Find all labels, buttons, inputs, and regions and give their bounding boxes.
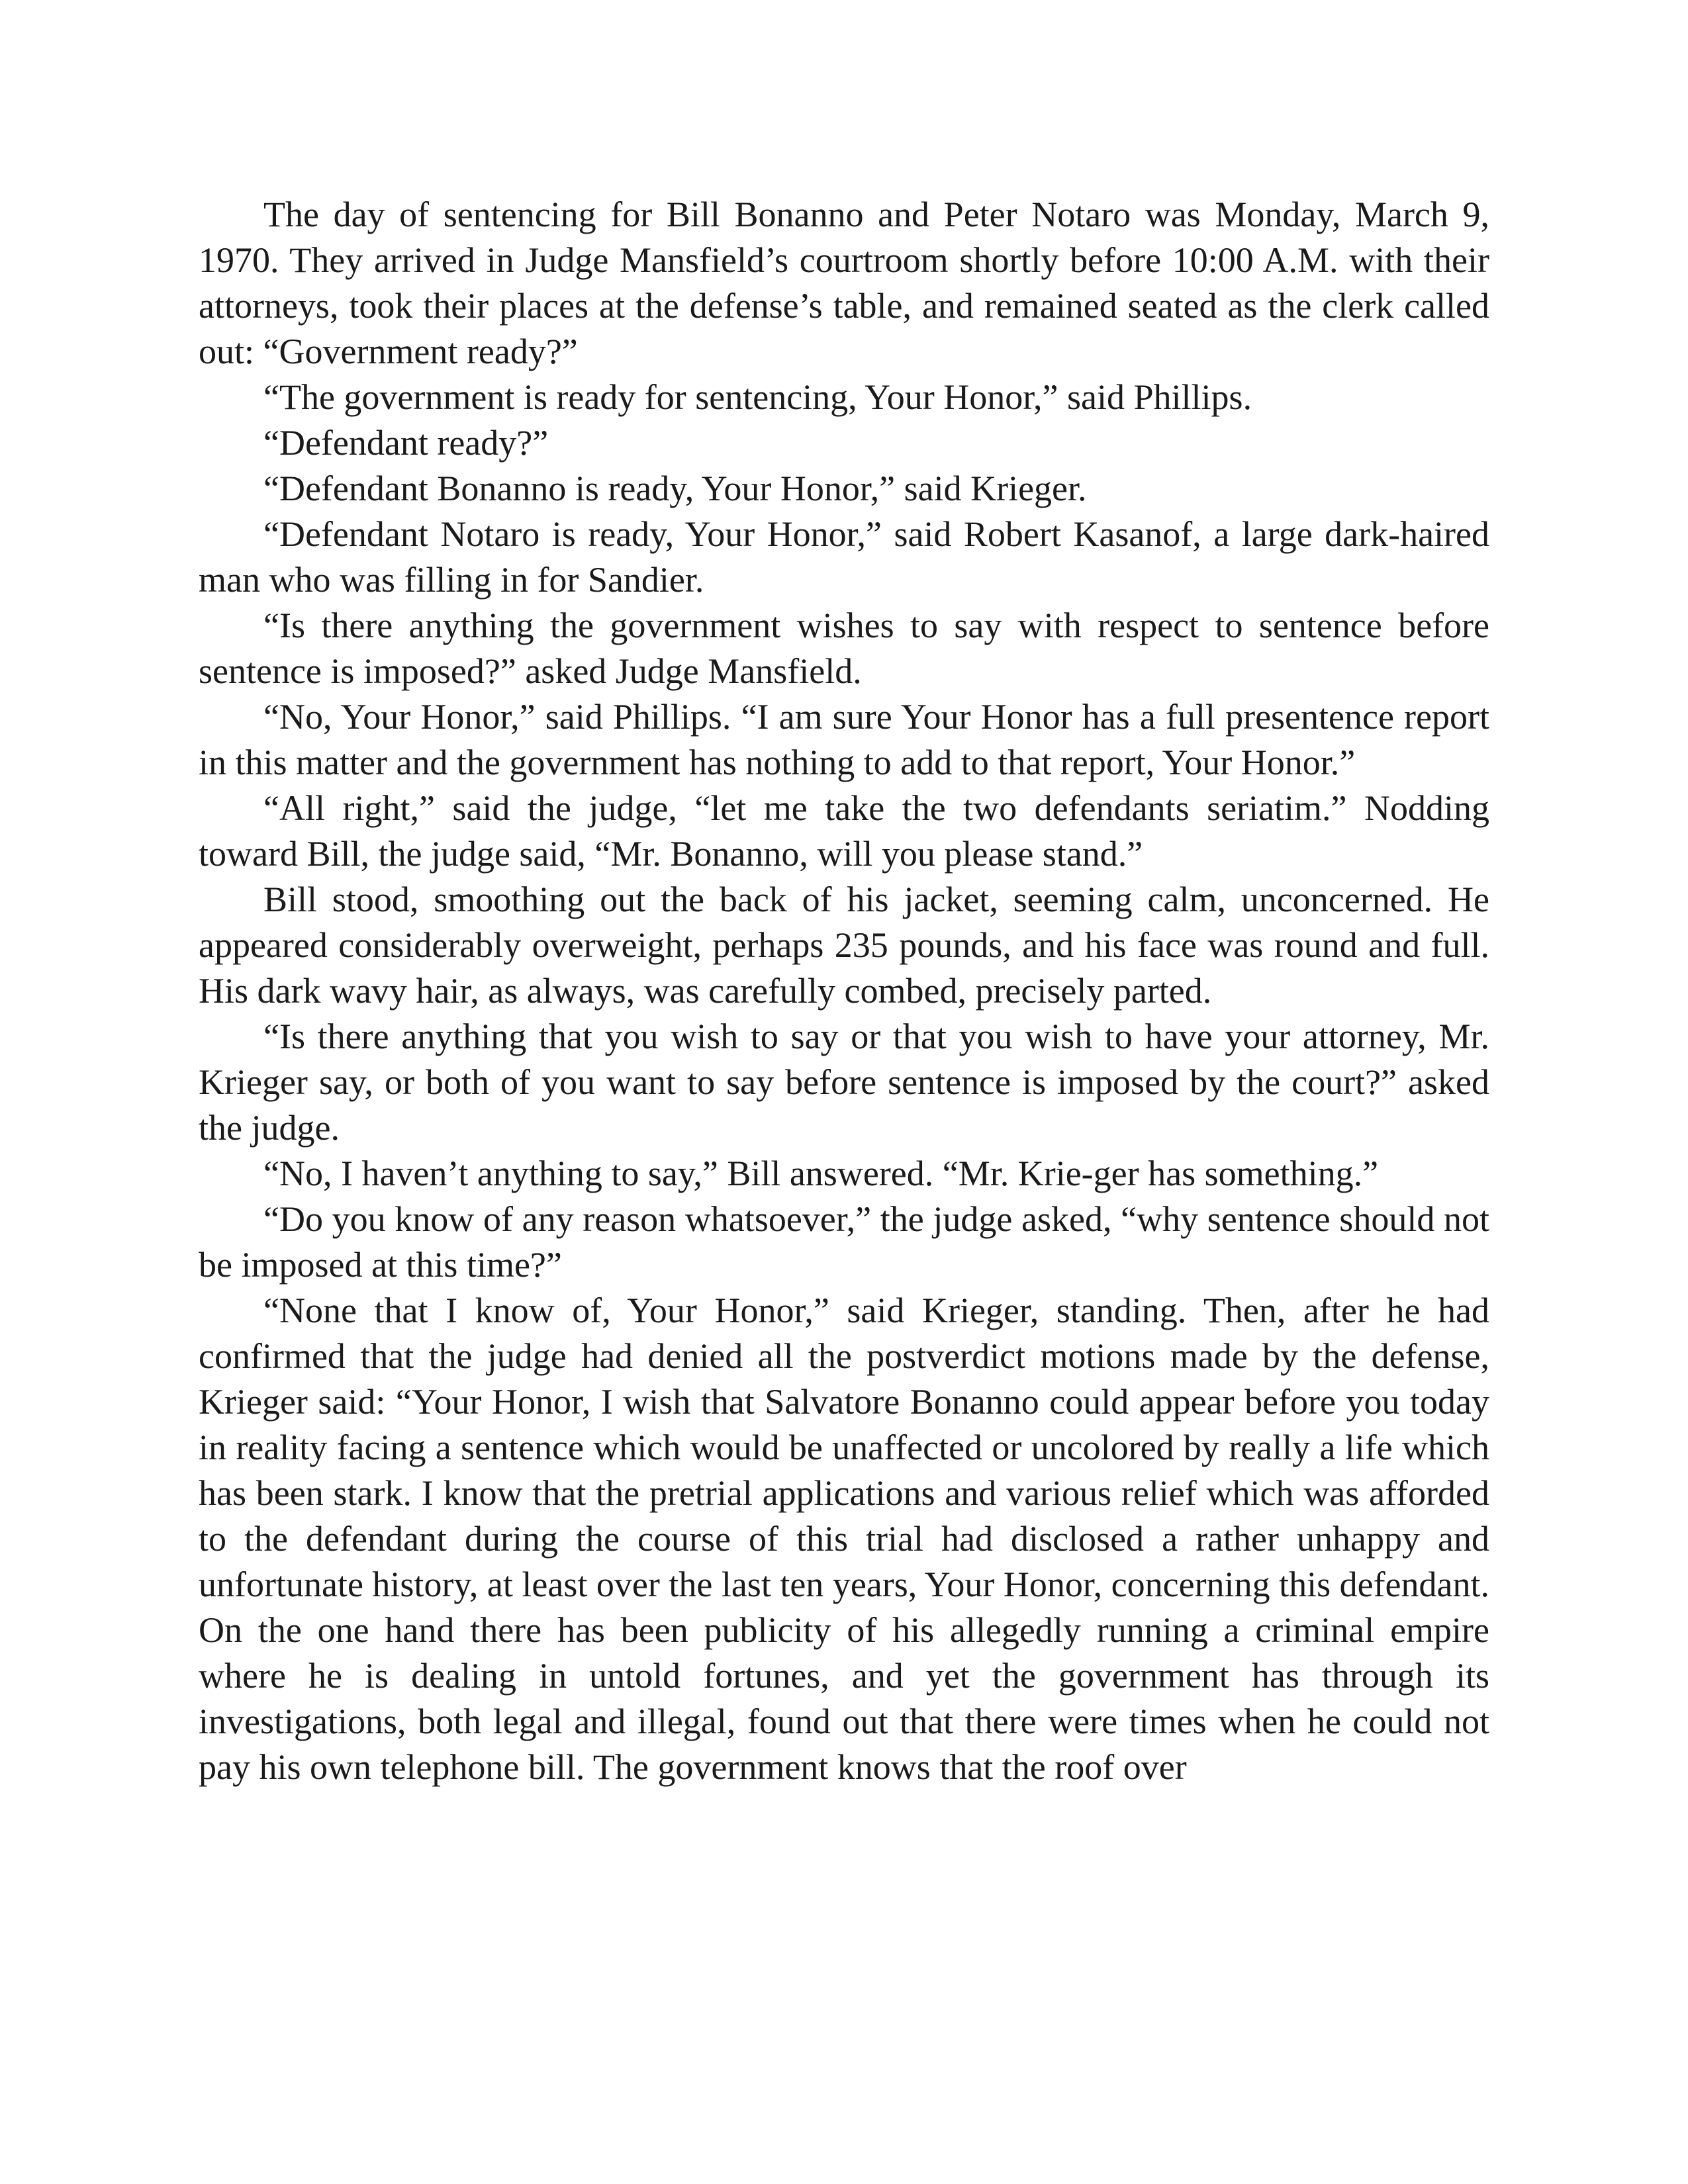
paragraph-10: “Is there anything that you wish to say or that you wish to have your attorney, Mr. Krieger say, or both of you want to say before sentence is imposed by the court?” asked the judge. [199,1017,1489,1148]
paragraph-4: “Defendant Bonanno is ready, Your Honor,” said Krieger. [263,469,1087,508]
paragraph-2: “The government is ready for sentencing, Your Honor,” said Phillips. [263,377,1252,417]
paragraph-1: The day of sentencing for Bill Bonanno and Peter Notaro was Monday, March 9, 1970. They arrived in Judge Mansfield’s courtroom shortly before 10:00 A.M. with their attorneys, took their places at the defense’s table, and remained seated as the clerk called out: “Government ready?” [199,195,1489,371]
paragraph-3: “Defendant ready?” [263,423,549,463]
paragraph-6: “Is there anything the government wishes to say with respect to sentence before sentence is imposed?” asked Judge Mansfield. [199,606,1489,691]
paragraph-13: “None that I know of, Your Honor,” said Krieger, standing. Then, after he had confirmed that the judge had denied all the postverdict motions made by the defense, Krieger said: “Your Honor, I wish that Salvatore Bonanno could appear before you today in reality facing a sentence which would be unaffected or uncolored by really a life which has been stark. I know that the pretrial applications and various relief which was afforded to the defendant during the course of this trial had disclosed a rather unhappy and unfortunate history, at least over the last ten years, Your Honor, concerning this defendant. On the one hand there has been publicity of his allegedly running a criminal empire where he is dealing in untold fortunes, and yet the government has through its investigations, both legal and illegal, found out that there were times when he could not pay his own telephone bill. The government knows that the roof over [199,1291,1489,1787]
paragraph-12: “Do you know of any reason whatsoever,” the judge asked, “why sentence should not be imposed at this time?” [199,1199,1489,1285]
paragraph-11: “No, I haven’t anything to say,” Bill answered. “Mr. Krie-ger has something.” [263,1154,1379,1193]
paragraph-9: Bill stood, smoothing out the back of his jacket, seeming calm, unconcerned. He appeared considerably overweight, perhaps 235 pounds, and his face was round and full. His dark wavy hair, as always, was carefully combed, precisely parted. [199,880,1489,1011]
paragraph-8: “All right,” said the judge, “let me take the two defendants seriatim.” Nodding toward Bill, the judge said, “Mr. Bonanno, will you please stand.” [199,788,1489,874]
paragraph-7: “No, Your Honor,” said Phillips. “I am sure Your Honor has a full presentence report in this matter and the government has nothing to add to that report, Your Honor.” [199,697,1489,782]
body-text [199,192,1489,1790]
paragraph-5: “Defendant Notaro is ready, Your Honor,” said Robert Kasanof, a large dark-haired man who was filling in for Sandier. [199,514,1489,600]
